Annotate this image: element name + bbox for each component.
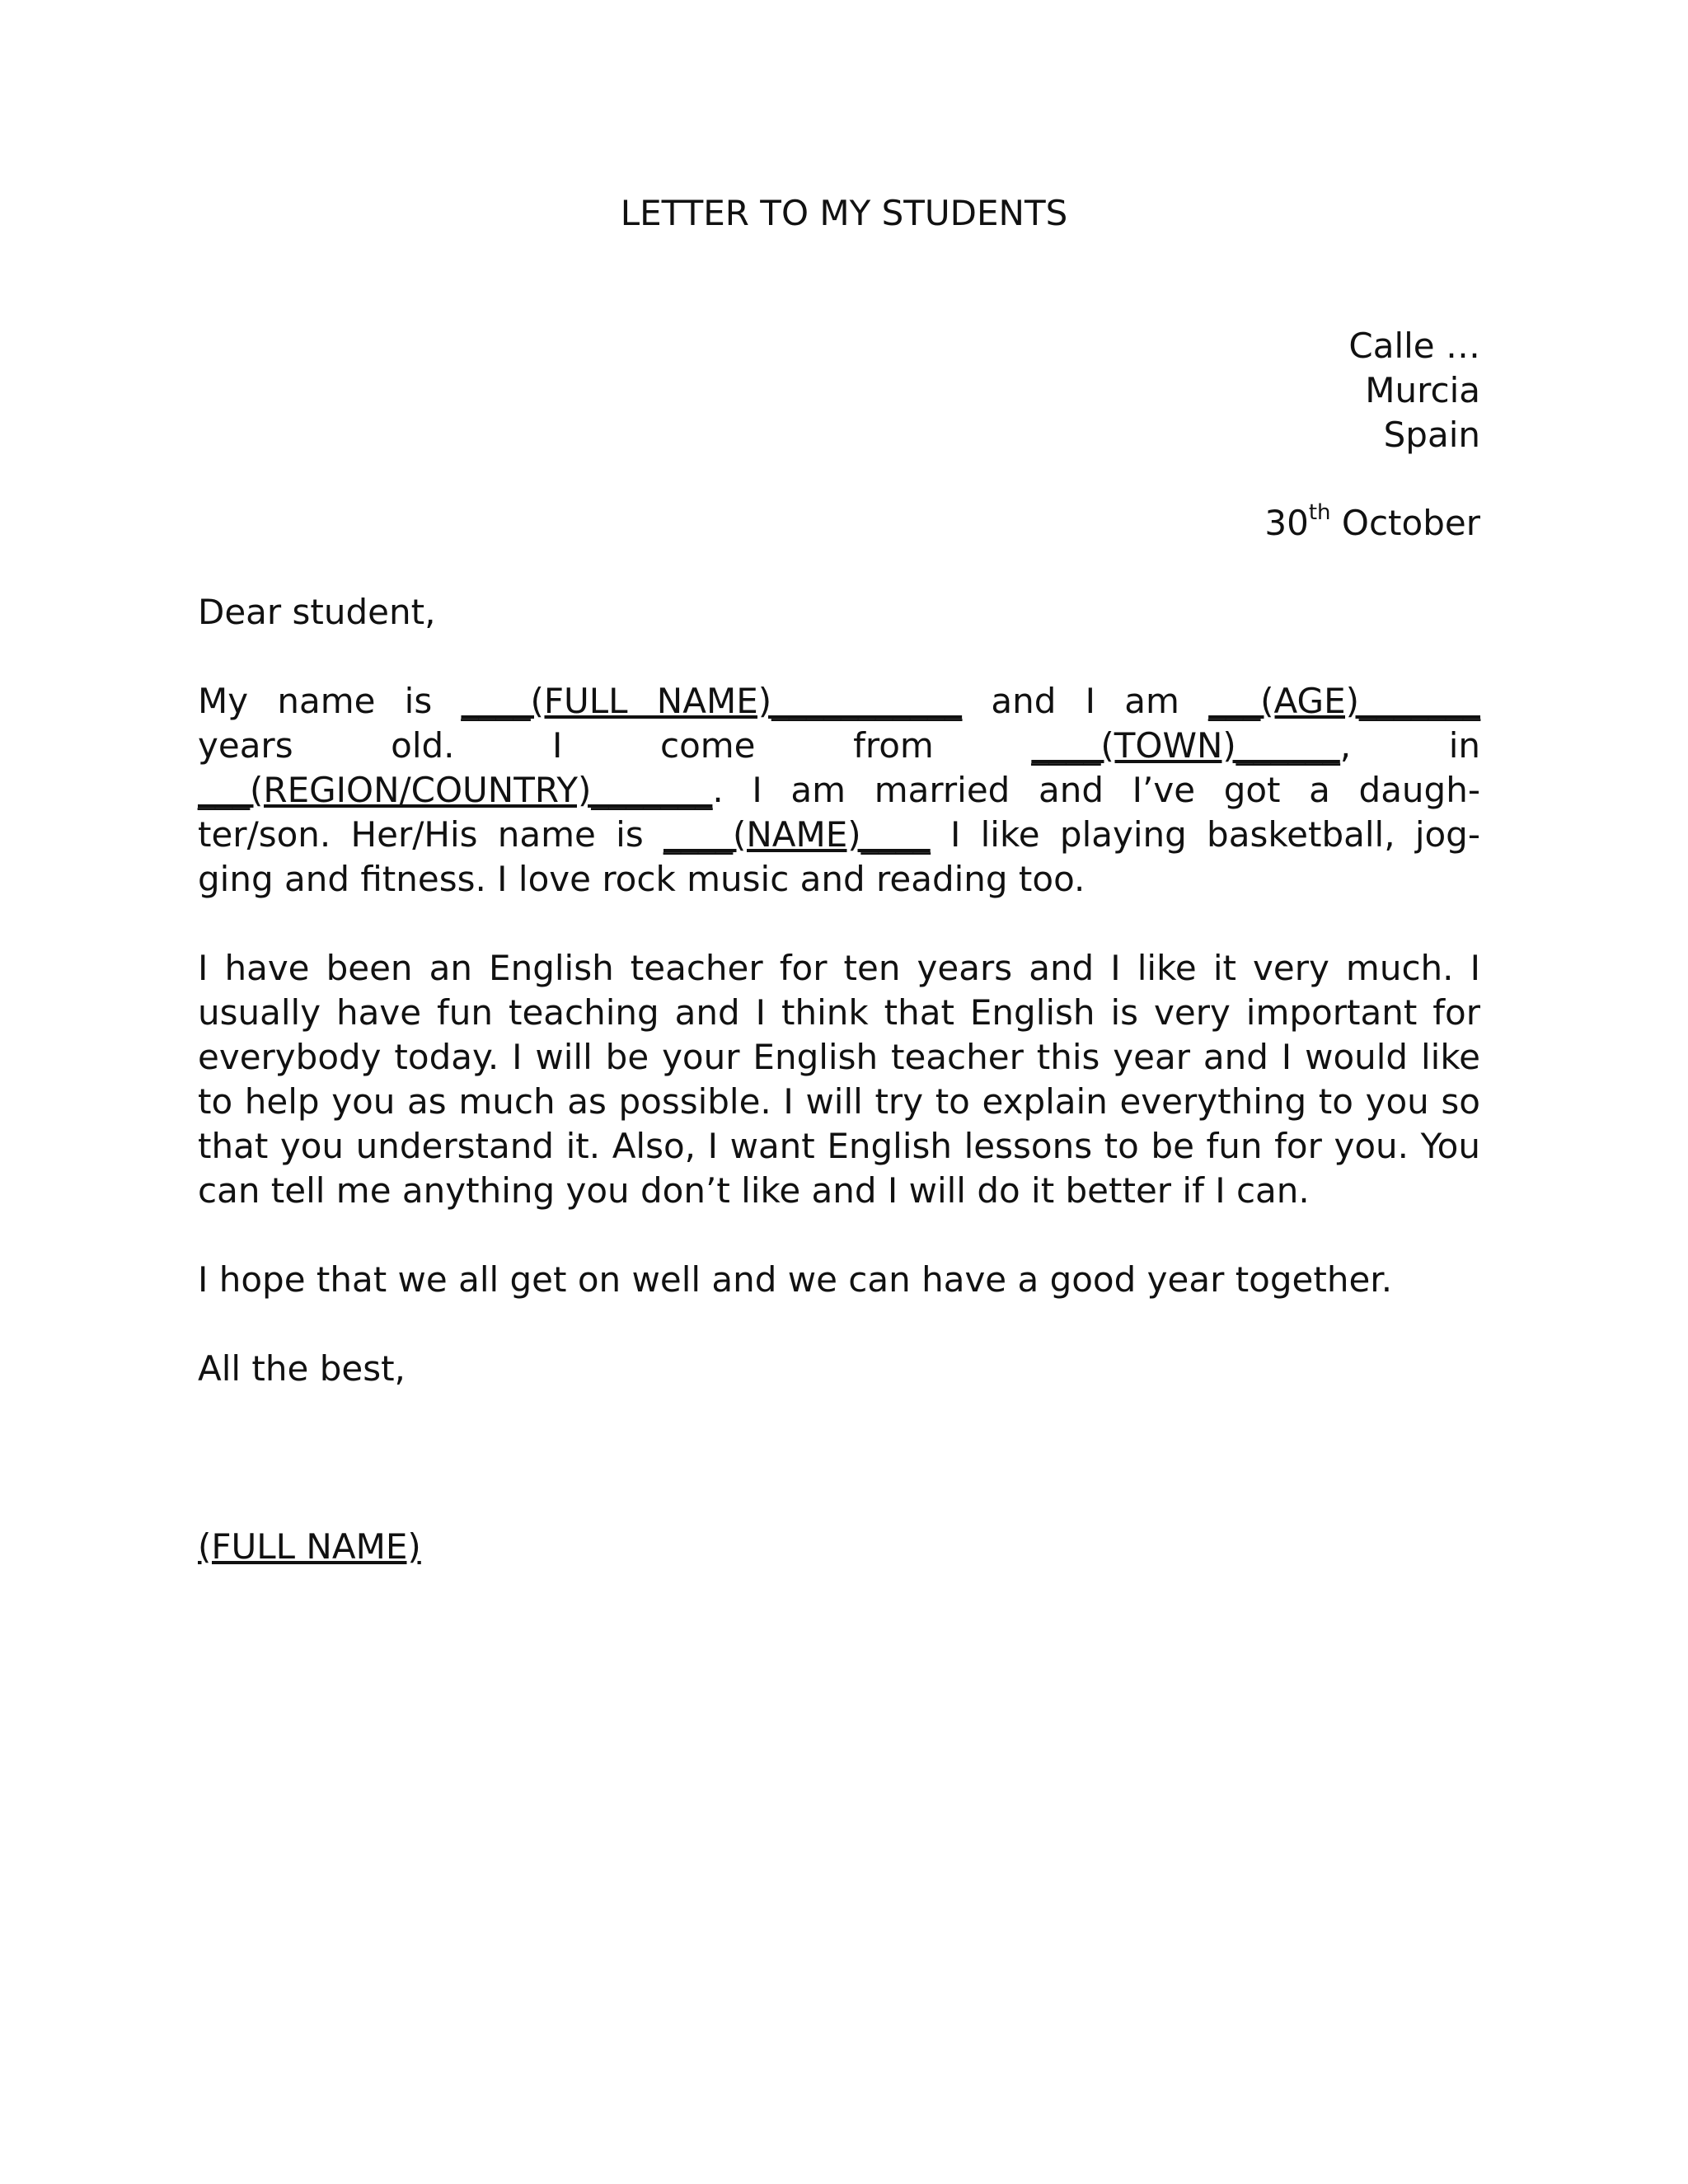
town-blank: ____(TOWN)______ [1031,725,1340,766]
closing: All the best, [198,1348,406,1389]
text-segment: I like playing basketball, jog- [930,814,1480,855]
age-blank: ___(AGE)_______ [1208,681,1480,721]
text-segment: My name is [198,681,462,721]
date-day: 30 [1264,503,1309,543]
address-city: Murcia [1365,370,1480,410]
date-month: October [1341,503,1480,543]
sender-address [1348,324,1480,457]
paragraph-line [198,768,1480,813]
signature-placeholder: (FULL NAME) [198,1526,421,1567]
address-country: Spain [1383,415,1480,455]
letter-date [1264,501,1480,546]
paragraph-line: ging and fitness. I love rock music and reading too. [198,859,1085,899]
text-segment: years old. I come from [198,725,1032,766]
paragraph-teaching: I have been an English teacher for ten years and I like it very much. I usually have fun teaching and I think that English is very important for everybody today. I will be your English teacher this year and I would like to help you as much as possible. I will try to explain everything to you so that you understand it. Also, I want English lessons to be fun for you. You can tell me anything you don’t like and I will do it better if I can. [198,948,1480,1211]
text-segment: ter/son. Her/His name is [198,814,663,855]
text-segment: , in [1339,725,1480,766]
full-name-blank: ____(FULL NAME)___________ [461,681,963,721]
text-segment: . I am married and I’ve got a daugh- [712,770,1480,810]
region-blank: ___(REGION/COUNTRY)_______ [198,770,713,810]
paragraph-line [198,813,1480,857]
paragraph-line [198,724,1480,768]
letter-title: LETTER TO MY STUDENTS [620,193,1068,233]
paragraph-line [198,679,1480,724]
salutation: Dear student, [198,592,436,632]
paragraph-hope: I hope that we all get on well and we can have a good year together. [198,1259,1393,1300]
text-segment: and I am [962,681,1209,721]
date-suffix: th [1308,500,1331,525]
paragraph-introduction [198,679,1480,902]
address-street: Calle … [1348,326,1480,366]
child-name-blank: ____(NAME)____ [663,814,931,855]
